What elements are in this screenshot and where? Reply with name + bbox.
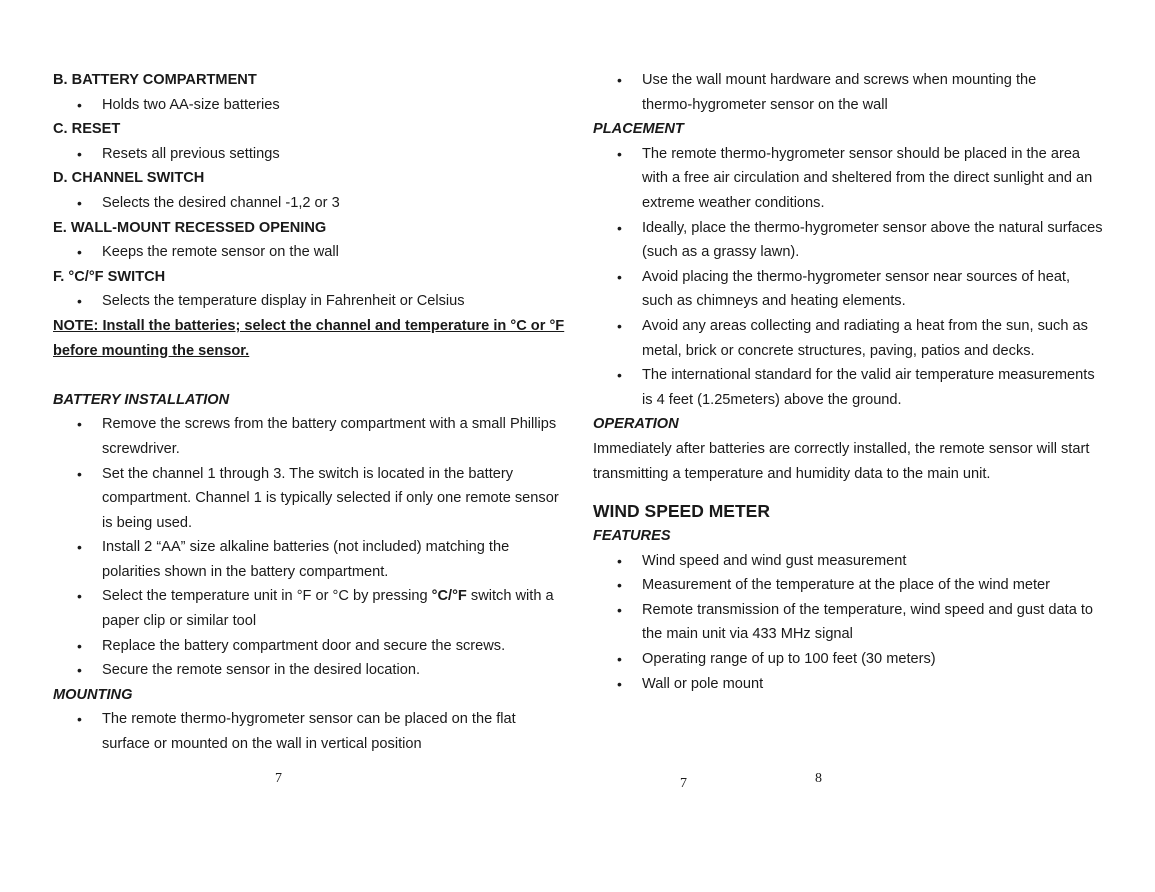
- list-item: • Holds two AA-size batteries: [53, 93, 543, 118]
- page-number-right-a: 7: [680, 776, 687, 791]
- bullet-list: [53, 707, 543, 756]
- right-column: [593, 68, 1103, 696]
- list-item: • Use the wall mount hardware and screws when mounting the thermo-hygrometer sensor on the wall: [593, 68, 1083, 117]
- list-item: • Install 2 “AA” size alkaline batteries (not included) matching the polarities shown in the battery compartment.: [53, 535, 543, 584]
- list-item: • Measurement of the temperature at the place of the wind meter: [593, 573, 1083, 598]
- heading-mounting: MOUNTING: [53, 686, 133, 703]
- list-item: • The remote thermo-hygrometer sensor should be placed in the area with a free air circulation and sheltered from the direct sunlight and an extreme weather conditions.: [593, 142, 1083, 216]
- list-item: • Remote transmission of the temperature, wind speed and gust data to the main unit via 433 MHz signal: [593, 598, 1083, 647]
- heading-features: FEATURES: [593, 528, 671, 545]
- bullet-list: [593, 142, 1103, 413]
- list-item: • Wall or pole mount: [593, 672, 1083, 697]
- heading-battery-installation: BATTERY INSTALLATION: [53, 391, 230, 408]
- paragraph-line: transmitting a temperature and humidity data to the main unit.: [593, 465, 991, 482]
- bullet-list: [53, 93, 543, 118]
- list-item: • Select the temperature unit in °F or °C by pressing °C/°F switch with a paper clip or similar tool: [53, 584, 543, 633]
- page-number-left: 7: [275, 771, 282, 786]
- list-item: • Ideally, place the thermo-hygrometer sensor above the natural surfaces (such as a grassy lawn).: [593, 216, 1083, 265]
- bullet-list: [53, 142, 543, 167]
- list-item: • The remote thermo-hygrometer sensor can be placed on the flat surface or mounted on the wall in vertical position: [53, 707, 543, 756]
- heading-operation: OPERATION: [593, 416, 679, 433]
- section-title-wind-speed: WIND SPEED METER: [593, 501, 770, 522]
- list-item: • Avoid placing the thermo-hygrometer sensor near sources of heat, such as chimneys and heating elements.: [593, 265, 1083, 314]
- list-item: • Wind speed and wind gust measurement: [593, 549, 1083, 574]
- list-item: • Operating range of up to 100 feet (30 meters): [593, 647, 1083, 672]
- bullet-list: [593, 68, 1083, 117]
- heading-cf-switch: F. °C/°F SWITCH: [53, 268, 166, 285]
- left-column: [53, 68, 565, 757]
- list-item: • Remove the screws from the battery compartment with a small Phillips screwdriver.: [53, 412, 543, 461]
- heading-placement: PLACEMENT: [593, 121, 684, 138]
- paragraph-line: Immediately after batteries are correctly installed, the remote sensor will start: [593, 440, 1090, 457]
- list-item: • Replace the battery compartment door and secure the screws.: [53, 634, 543, 659]
- list-item: • Set the channel 1 through 3. The switch is located in the battery compartment. Channel 1 is typically selected if only one remote sensor is being used.: [53, 462, 543, 536]
- heading-channel-switch: D. CHANNEL SWITCH: [53, 170, 205, 187]
- spacer: [53, 363, 543, 388]
- bullet-list: [53, 289, 543, 314]
- list-item: • Avoid any areas collecting and radiating a heat from the sun, such as metal, brick or concrete structures, paving, patios and decks.: [593, 314, 1083, 363]
- list-item: • Secure the remote sensor in the desired location.: [53, 658, 543, 683]
- list-item: • The international standard for the valid air temperature measurements is 4 feet (1.25meters) above the ground.: [593, 363, 1083, 412]
- list-item: • Selects the desired channel -1,2 or 3: [53, 191, 543, 216]
- bullet-list: [53, 412, 559, 683]
- list-item: • Resets all previous settings: [53, 142, 543, 167]
- note-line: NOTE: Install the batteries; select the channel and temperature in °C or °F: [53, 317, 565, 334]
- note-line: before mounting the sensor.: [53, 342, 250, 359]
- heading-battery-compartment: B. BATTERY COMPARTMENT: [53, 72, 257, 88]
- heading-wall-mount: E. WALL-MOUNT RECESSED OPENING: [53, 219, 327, 236]
- bullet-list: [593, 549, 1094, 697]
- list-item: • Selects the temperature display in Fahrenheit or Celsius: [53, 289, 543, 314]
- page-number-right-b: 8: [815, 771, 822, 786]
- heading-reset: C. RESET: [53, 121, 121, 138]
- bullet-list: [53, 240, 543, 265]
- list-item: • Keeps the remote sensor on the wall: [53, 240, 543, 265]
- bullet-list: [53, 191, 543, 216]
